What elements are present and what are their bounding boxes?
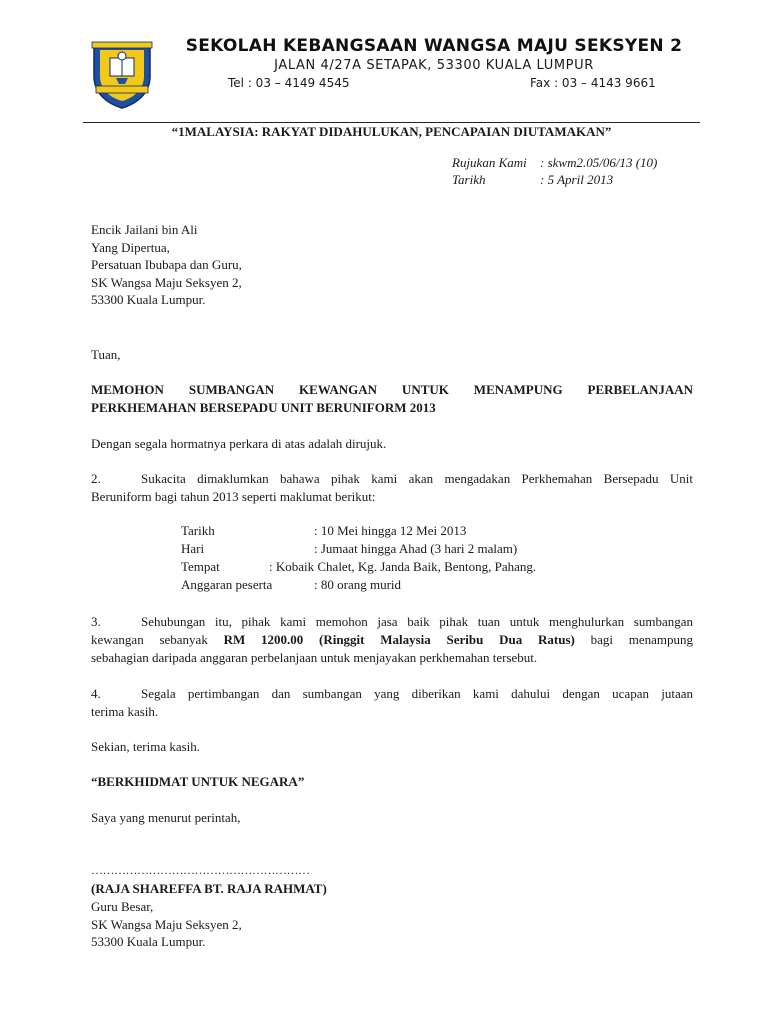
recipient-line: Yang Dipertua,: [91, 239, 170, 255]
paragraph-text: bagi menampung: [574, 632, 693, 647]
recipient-line: Persatuan Ibubapa dan Guru,: [91, 257, 242, 272]
date-value: : 5 April 2013: [540, 172, 614, 187]
paragraph-3-line-1: [91, 613, 693, 631]
paragraph-2-line-2: Beruniform bagi tahun 2013 seperti maklumat berikut:: [91, 489, 376, 504]
signatory-line: 53300 Kuala Lumpur.: [91, 934, 206, 949]
subject-line-1: MEMOHON SUMBANGAN KEWANGAN UNTUK MENAMPUNG PERBELANJAAN: [91, 382, 693, 397]
detail-label: Tarikh: [181, 523, 215, 538]
paragraph-3-line-3: sebahagian daripada anggaran perbelanjaan untuk menjayakan perkhemahan tersebut.: [91, 650, 538, 665]
paragraph-1: Dengan segala hormatnya perkara di atas adalah dirujuk.: [91, 436, 387, 451]
contribution-amount: RM 1200.00 (Ringgit Malaysia Seribu Dua Ratus): [223, 632, 575, 647]
salutation: Tuan,: [91, 347, 121, 362]
detail-label: Hari: [181, 541, 205, 556]
paragraph-number: 3.: [91, 614, 101, 629]
school-address: JALAN 4/27A SETAPAK, 53300 KUALA LUMPUR: [274, 58, 594, 73]
signature-line: …………………………………………………: [91, 863, 310, 877]
telephone-number: Tel : 03 – 4149 4545: [228, 76, 350, 90]
signatory-line: SK Wangsa Maju Seksyen 2,: [91, 916, 242, 932]
paragraph-4-line-2: terima kasih.: [91, 704, 159, 719]
paragraph-number: 4.: [91, 686, 101, 701]
closing: Sekian, terima kasih.: [91, 739, 201, 754]
sign-off: Saya yang menurut perintah,: [91, 810, 241, 825]
detail-value: : Jumaat hingga Ahad (3 hari 2 malam): [314, 541, 518, 556]
recipient-line: 53300 Kuala Lumpur.: [91, 292, 206, 307]
detail-value: : 80 orang murid: [314, 577, 402, 592]
reference-value: : skwm2.05/06/13 (10): [540, 155, 658, 170]
paragraph-3-line-2: [91, 631, 693, 649]
paragraph-text: Sehubungan itu, pihak kami memohon jasa baik pihak tuan untuk menghulurkan sumbangan: [141, 614, 693, 629]
paragraph-text: kewangan sebanyak: [91, 632, 224, 647]
detail-label: Anggaran peserta: [181, 577, 273, 592]
paragraph-2-line-1: [91, 470, 693, 488]
signatory-name: (RAJA SHAREFFA BT. RAJA RAHMAT): [91, 881, 327, 896]
detail-label: Tempat: [181, 559, 220, 574]
fax-number: Fax : 03 – 4143 9661: [530, 76, 656, 90]
recipient-line: SK Wangsa Maju Seksyen 2,: [91, 274, 242, 290]
detail-value: : Kobaik Chalet, Kg. Janda Baik, Bentong, Pahang.: [269, 559, 537, 574]
paragraph-text: Sukacita dimaklumkan bahawa pihak kami akan mengadakan Perkhemahan Bersepadu Unit: [141, 471, 693, 486]
recipient-block: [91, 221, 242, 309]
school-name: SEKOLAH KEBANGSAAN WANGSA MAJU SEKSYEN 2: [185, 36, 683, 56]
paragraph-4-line-1: [91, 685, 693, 703]
subject-line-2: PERKHEMAHAN BERSEPADU UNIT BERUNIFORM 2013: [91, 400, 436, 415]
slogan: “1MALAYSIA: RAKYAT DIDAHULUKAN, PENCAPAIAN DIUTAMAKAN”: [171, 124, 612, 139]
motto: “BERKHIDMAT UNTUK NEGARA”: [91, 774, 305, 789]
letterhead-divider: [83, 122, 700, 123]
paragraph-number: 2.: [91, 471, 101, 486]
recipient-line: Encik Jailani bin Ali: [91, 222, 198, 237]
reference-label: Rujukan Kami: [452, 155, 527, 170]
signatory-details: [91, 898, 242, 951]
paragraph-text: Segala pertimbangan dan sumbangan yang diberikan kami dahului dengan ucapan jutaan: [141, 686, 693, 701]
detail-value: : 10 Mei hingga 12 Mei 2013: [314, 523, 467, 538]
date-label: Tarikh: [452, 172, 486, 187]
signatory-line: Guru Besar,: [91, 899, 154, 914]
